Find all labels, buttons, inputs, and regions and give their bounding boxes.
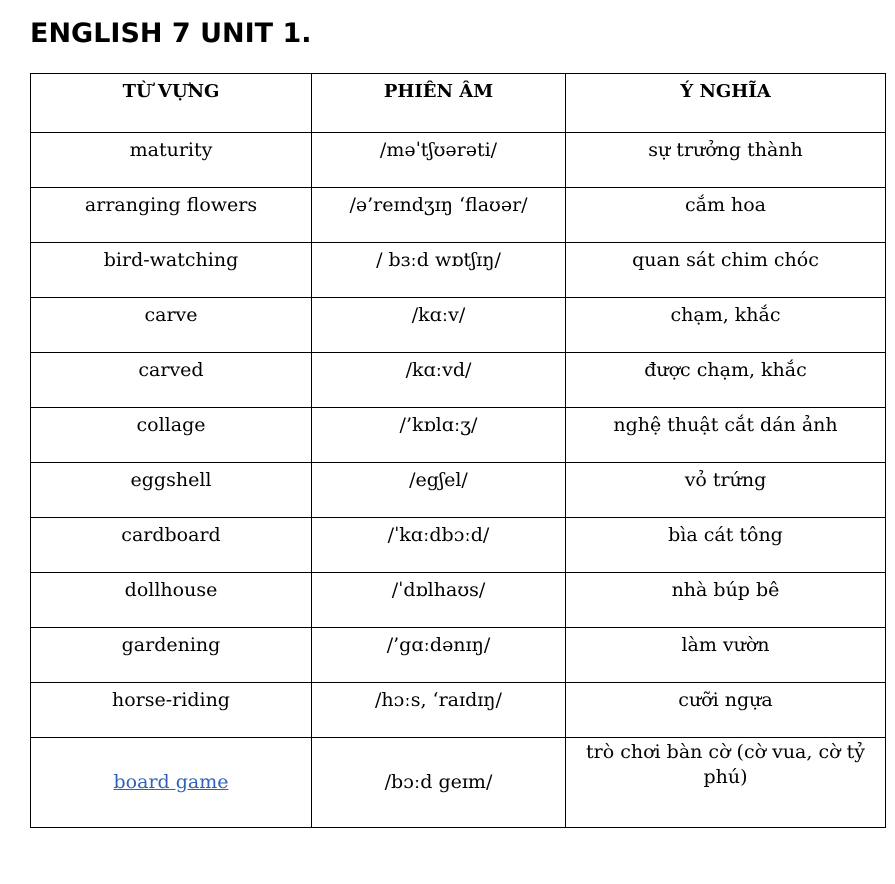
header-vocabulary: TỪ VỰNG	[31, 74, 312, 133]
table-row	[31, 298, 886, 353]
meaning-cell: nhà búp bê	[566, 573, 886, 628]
phonetic-cell: /ˈkɑːdbɔːd/	[312, 518, 566, 573]
word-cell: dollhouse	[31, 573, 312, 628]
table-row	[31, 353, 886, 408]
word-cell: cardboard	[31, 518, 312, 573]
word-cell: carve	[31, 298, 312, 353]
phonetic-cell: /bɔːd geɪm/	[312, 738, 566, 828]
word-cell: horse-riding	[31, 683, 312, 738]
word-cell: eggshell	[31, 463, 312, 518]
phonetic-cell: /ə’reɪndʒɪŋ ‘flaʊər/	[312, 188, 566, 243]
header-meaning: Ý NGHĨA	[566, 74, 886, 133]
phonetic-cell: /hɔːs, ‘raɪdɪŋ/	[312, 683, 566, 738]
table-row	[31, 628, 886, 683]
word-cell	[31, 738, 312, 828]
phonetic-cell: /məˈtʃʊərəti/	[312, 133, 566, 188]
word-cell: gardening	[31, 628, 312, 683]
meaning-cell: cưỡi ngựa	[566, 683, 886, 738]
table-row	[31, 738, 886, 828]
table-row	[31, 683, 886, 738]
board-game-link[interactable]: board game	[113, 771, 229, 793]
phonetic-cell: /kɑːv/	[312, 298, 566, 353]
phonetic-cell: /’gɑːdənɪŋ/	[312, 628, 566, 683]
meaning-cell: làm vườn	[566, 628, 886, 683]
document-title: ENGLISH 7 UNIT 1.	[30, 18, 312, 49]
meaning-cell: nghệ thuật cắt dán ảnh	[566, 408, 886, 463]
table-header-row	[31, 74, 886, 133]
phonetic-cell: /egʃel/	[312, 463, 566, 518]
meaning-cell: trò chơi bàn cờ (cờ vua, cờ tỷ phú)	[566, 738, 886, 828]
meaning-cell: quan sát chim chóc	[566, 243, 886, 298]
table-row	[31, 188, 886, 243]
phonetic-cell: / bɜːd wɒtʃɪŋ/	[312, 243, 566, 298]
table-row	[31, 573, 886, 628]
meaning-cell: cắm hoa	[566, 188, 886, 243]
word-cell: maturity	[31, 133, 312, 188]
word-cell: collage	[31, 408, 312, 463]
phonetic-cell: /’kɒlɑːʒ/	[312, 408, 566, 463]
table-row	[31, 518, 886, 573]
table-row	[31, 463, 886, 518]
table-row	[31, 408, 886, 463]
word-cell: bird-watching	[31, 243, 312, 298]
phonetic-cell: /kɑːvd/	[312, 353, 566, 408]
vocabulary-table	[30, 73, 886, 828]
meaning-cell: chạm, khắc	[566, 298, 886, 353]
meaning-cell: vỏ trứng	[566, 463, 886, 518]
meaning-cell: được chạm, khắc	[566, 353, 886, 408]
meaning-cell: sự trưởng thành	[566, 133, 886, 188]
meaning-cell: bìa cát tông	[566, 518, 886, 573]
word-cell: arranging flowers	[31, 188, 312, 243]
table-row	[31, 133, 886, 188]
word-cell: carved	[31, 353, 312, 408]
phonetic-cell: /ˈdɒlhaʊs/	[312, 573, 566, 628]
table-row	[31, 243, 886, 298]
header-phonetic: PHIÊN ÂM	[312, 74, 566, 133]
